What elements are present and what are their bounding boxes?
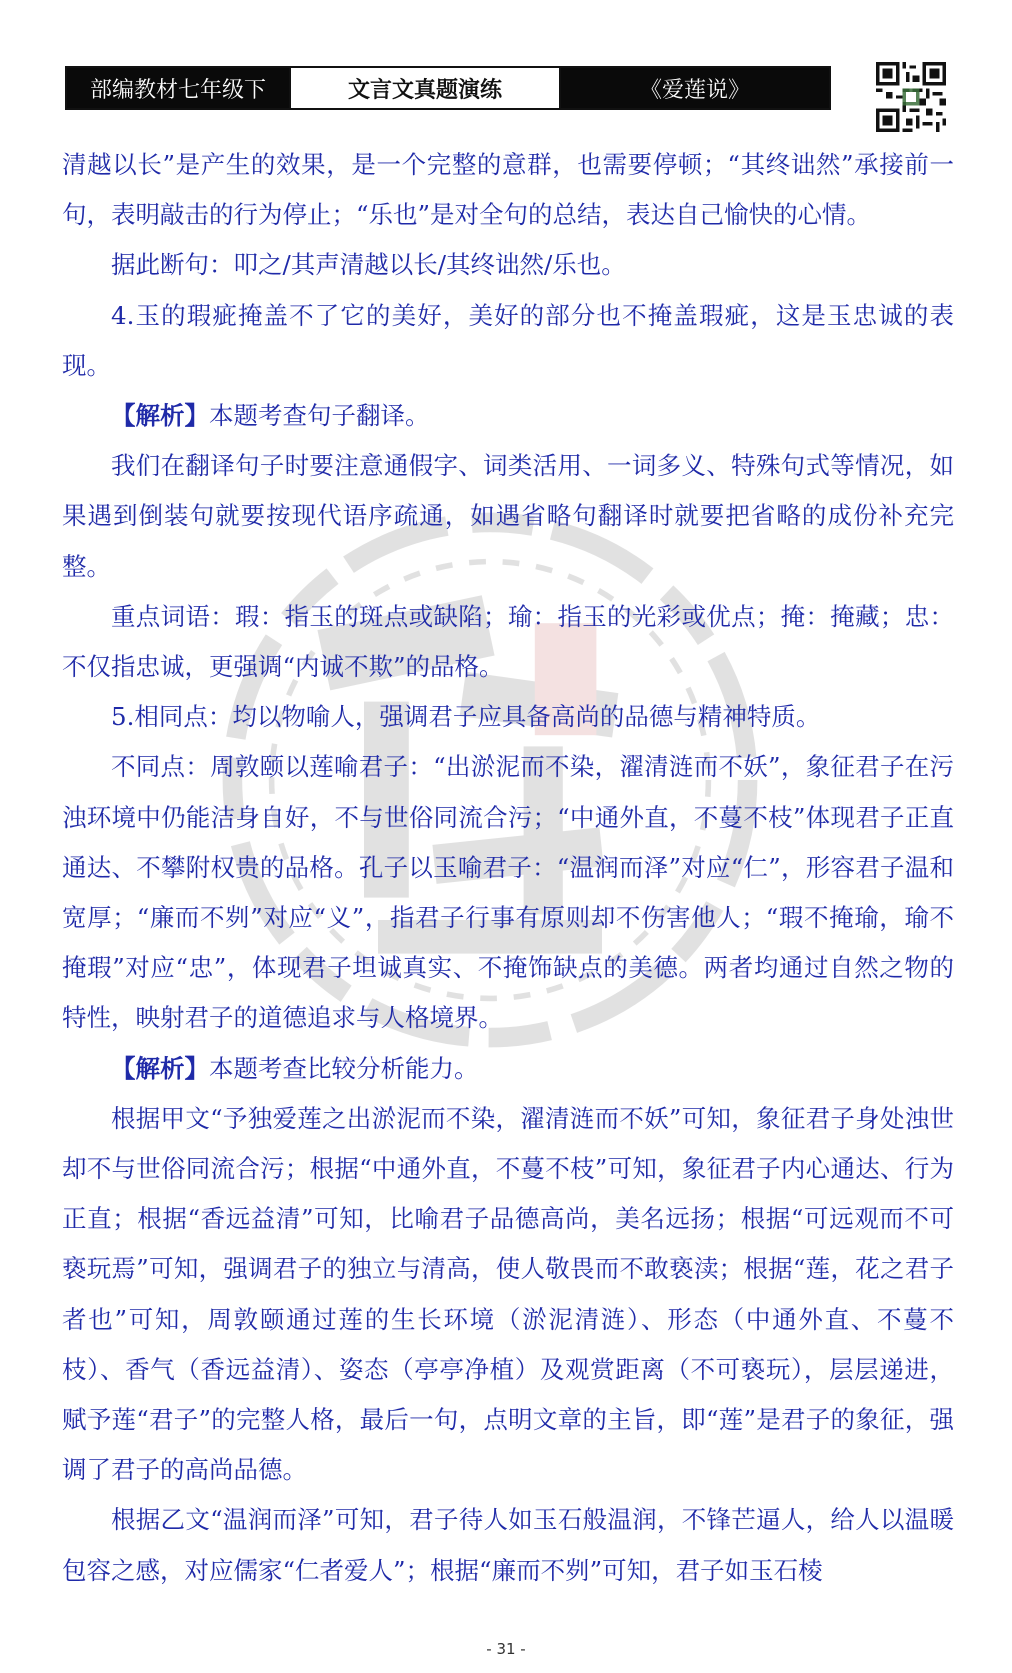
analysis-tag: 【解析】	[111, 1053, 209, 1083]
paragraph	[62, 140, 954, 240]
analysis-paragraph	[62, 1044, 954, 1094]
qr-code-icon	[876, 62, 946, 132]
header-section-title: 文言文真题演练	[289, 68, 561, 108]
answer-item-4	[62, 291, 954, 391]
paragraph-text: 4.玉的瑕疵掩盖不了它的美好，美好的部分也不掩盖瑕疵，这是玉忠诚的表现。	[62, 300, 954, 380]
paragraph-text: 清越以长”是产生的效果，是一个完整的意群，也需要停顿；“其终诎然”承接前一句，表明敲击的行为停止；“乐也”是对全句的总结，表达自己愉快的心情。	[62, 150, 954, 230]
paragraph-text: 不同点：周敦颐以莲喻君子：“出淤泥而不染，濯清涟而不妖”，象征君子在污浊环境中仍能洁身自好，不与世俗同流合污；“中通外直，不蔓不枝”体现君子正直通达、不攀附权贵的品格。孔子以玉喻君子：“温润而泽”对应“仁”，形容君子温和宽厚；“廉而不刿”对应“义”，指君子行事有原则却不伤害他人；“瑕不掩瑜，瑜不掩瑕”对应“忠”，体现君子坦诚真实、不掩饰缺点的美德。两者均通过自然之物的特性，映射君子的道德追求与人格境界。	[62, 752, 954, 1033]
document-body	[62, 140, 954, 1596]
paragraph	[62, 441, 954, 592]
analysis-tag: 【解析】	[111, 401, 209, 431]
paragraph-text: 据此断句：叩之/其声清越以长/其终诎然/乐也。	[111, 250, 626, 280]
paragraph-text: 根据甲文“予独爱莲之出淤泥而不染，濯清涟而不妖”可知，象征君子身处浊世却不与世俗同流合污；根据“中通外直，不蔓不枝”可知，象征君子内心通达、行为正直；根据“香远益清”可知，比喻君子品德高尚，美名远扬；根据“可远观而不可亵玩焉”可知，强调君子的独立与清高，使人敬畏而不敢亵渎；根据“莲，花之君子者也”可知，周敦颐通过莲的生长环境（淤泥清涟）、形态（中通外直、不蔓不枝）、香气（香远益清）、姿态（亭亭净植）及观赏距离（不可亵玩），层层递进，赋予莲“君子”的完整人格，最后一句，点明文章的主旨，即“莲”是君子的象征，强调了君子的高尚品德。	[62, 1103, 954, 1485]
header-lesson-title: 《爱莲说》	[561, 68, 829, 108]
header-bar	[65, 66, 831, 110]
key-words-paragraph	[62, 592, 954, 692]
header-grade: 部编教材七年级下	[67, 68, 289, 108]
paragraph	[62, 240, 954, 290]
paragraph-text: 重点词语：瑕：指玉的斑点或缺陷；瑜：指玉的光彩或优点；掩：掩藏；忠：不仅指忠诚，更强调“内诚不欺”的品格。	[62, 601, 954, 682]
page-number: - 31 -	[486, 1640, 526, 1658]
paragraph-text: 我们在翻译句子时要注意通假字、词类活用、一词多义、特殊句式等情况，如果遇到倒装句就要按现代语序疏通，如遇省略句翻译时就要把省略的成份补充完整。	[62, 451, 954, 581]
analysis-paragraph	[62, 391, 954, 441]
paragraph	[62, 1495, 954, 1595]
paragraph	[62, 1094, 954, 1496]
answer-item-5	[62, 692, 954, 742]
paragraph-text: 本题考查句子翻译。	[209, 401, 430, 431]
paragraph-text: 根据乙文“温润而泽”可知，君子待人如玉石般温润，不锋芒逼人，给人以温暖包容之感，对应儒家“仁者爱人”；根据“廉而不刿”可知，君子如玉石棱	[62, 1505, 954, 1585]
paragraph-text: 5.相同点：均以物喻人，强调君子应具备高尚的品德与精神特质。	[111, 702, 821, 732]
paragraph	[62, 742, 954, 1043]
paragraph-text: 本题考查比较分析能力。	[209, 1053, 479, 1083]
